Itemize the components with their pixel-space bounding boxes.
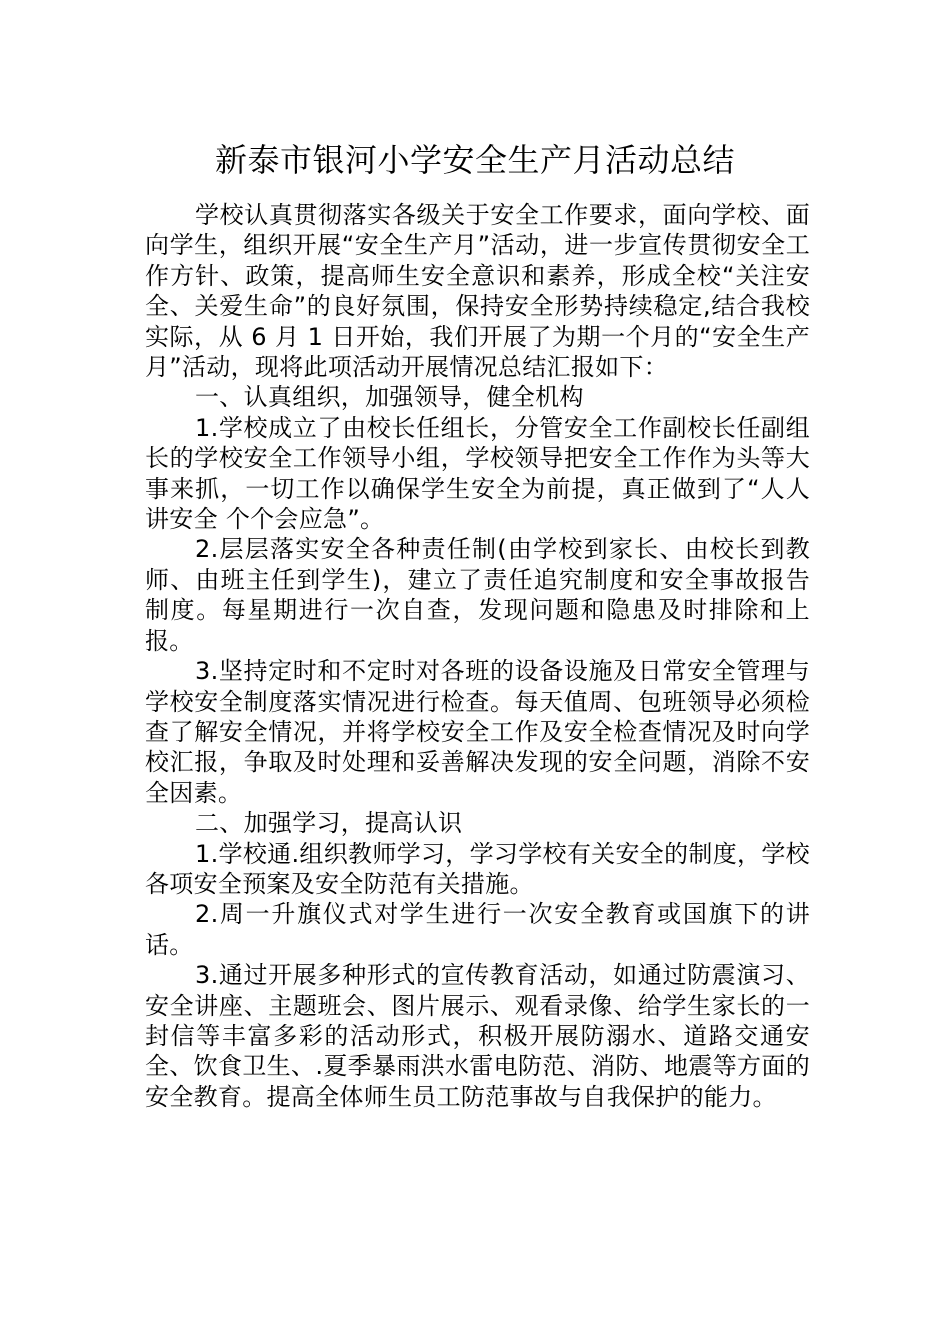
section-1-item-2: 2.层层落实安全各种责任制(由学校到家长、由校长到教师、由班主任到学生)，建立了责任追究制度和安全事故报告制度。每星期进行一次自查，发现问题和隐患及时排除和上报。 bbox=[145, 535, 810, 655]
document-title: 新泰市银河小学安全生产月活动总结 bbox=[214, 141, 735, 179]
section-heading-2: 二、加强学习，提高认识 bbox=[195, 809, 463, 838]
section-1-item-1: 1.学校成立了由校长任组长，分管安全工作副校长任副组长的学校安全工作领导小组，学校领导把安全工作作为头等大事来抓，一切工作以确保学生安全为前提，真正做到了“人人讲安全 个个会应急”。 bbox=[145, 413, 810, 534]
section-1-item-3: 3.坚持定时和不定时对各班的设备设施及日常安全管理与学校安全制度落实情况进行检查。每天值周、包班领导必须检查了解安全情况，并将学校安全工作及安全检查情况及时向学校汇报，争取及时处理和妥善解决发现的安全问题，消除不安全因素。 bbox=[145, 657, 810, 807]
document-body bbox=[145, 200, 810, 1112]
section-heading-1: 一、认真组织，加强领导，健全机构 bbox=[195, 383, 584, 412]
section-2-item-1: 1.学校通.组织教师学习，学习学校有关安全的制度，学校各项安全预案及安全防范有关措施。 bbox=[145, 839, 810, 898]
section-2-item-3: 3.通过开展多种形式的宣传教育活动，如通过防震演习、安全讲座、主题班会、图片展示、观看录像、给学生家长的一封信等丰富多彩的活动形式，积极开展防溺水、道路交通安全、饮食卫生、.夏季暴雨洪水雷电防范、消防、地震等方面的安全教育。提高全体师生员工防范事故与自我保护的能力。 bbox=[145, 961, 810, 1111]
intro-paragraph: 学校认真贯彻落实各级关于安全工作要求，面向学校、面向学生，组织开展“安全生产月”活动，进一步宣传贯彻安全工作方针、政策，提高师生安全意识和素养，形成全校“关注安全、关爱生命”的良好氛围，保持安全形势持续稳定,结合我校实际，从 6 月 1 日开始，我们开展了为期一个月的“安全生产月”活动，现将此项活动开展情况总结汇报如下： bbox=[145, 201, 810, 382]
section-2-item-2: 2.周一升旗仪式对学生进行一次安全教育或国旗下的讲话。 bbox=[145, 900, 810, 959]
